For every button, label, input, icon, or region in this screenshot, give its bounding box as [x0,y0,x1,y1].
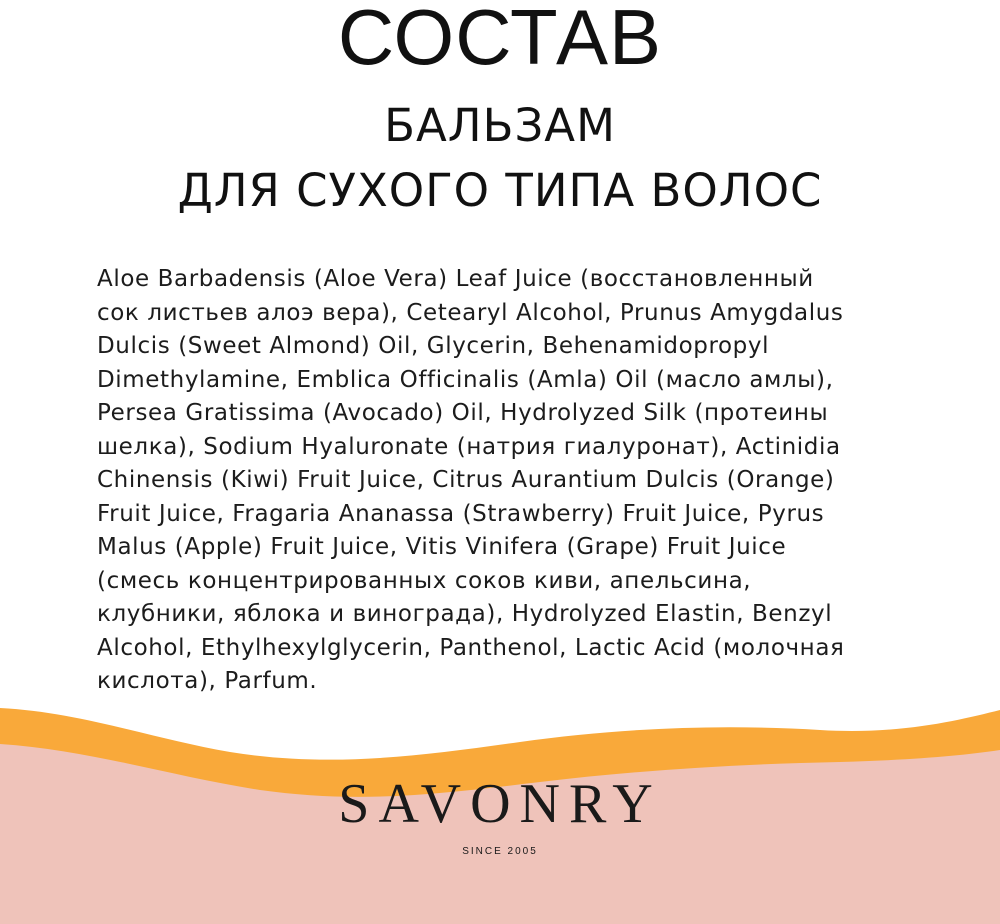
brand-tagline: SINCE 2005 [462,846,538,857]
ingredients-line: клубники, яблока и винограда), Hydrolyzed Elastin, Benzyl [97,601,833,627]
ingredients-line: (смесь концентрированных соков киви, апельсина, [97,567,752,594]
ingredients-line: Persea Gratissima (Avocado) Oil, Hydrolyzed Silk (протеины [97,400,829,426]
ingredients-line: Dimethylamine, Emblica Officinalis (Amla) Oil (масло амлы), [97,366,834,393]
brand-logo: SAVONRY [338,773,662,835]
page-title: СОСТАВ [337,0,663,81]
ingredients-line: Malus (Apple) Fruit Juice, Vitis Vinifera (Grape) Fruit Juice [97,534,787,560]
ingredients-line: Fruit Juice, Fragaria Ananassa (Strawberry) Fruit Juice, Pyrus [97,500,825,527]
product-name-line-2: ДЛЯ СУХОГО ТИПА ВОЛОС [177,164,823,217]
product-name-line-1: БАЛЬЗАМ [384,99,616,152]
ingredients-text [97,263,957,699]
ingredients-line: Dulcis (Sweet Almond) Oil, Glycerin, Behenamidopropyl [97,333,770,359]
ingredients-line: кислота), Parfum. [97,668,318,694]
ingredients-line: Aloe Barbadensis (Aloe Vera) Leaf Juice (восстановленный [97,266,814,292]
ingredients-line: Chinensis (Kiwi) Fruit Juice, Citrus Aurantium Dulcis (Orange) [97,467,835,493]
ingredients-line: Alcohol, Ethylhexylglycerin, Panthenol, Lactic Acid (молочная [97,634,845,661]
ingredients-line: шелка), Sodium Hyaluronate (натрия гиалуронат), Actinidia [97,433,841,460]
ingredients-line: сок листьев алоэ вера), Cetearyl Alcohol, Prunus Amygdalus [97,299,844,326]
